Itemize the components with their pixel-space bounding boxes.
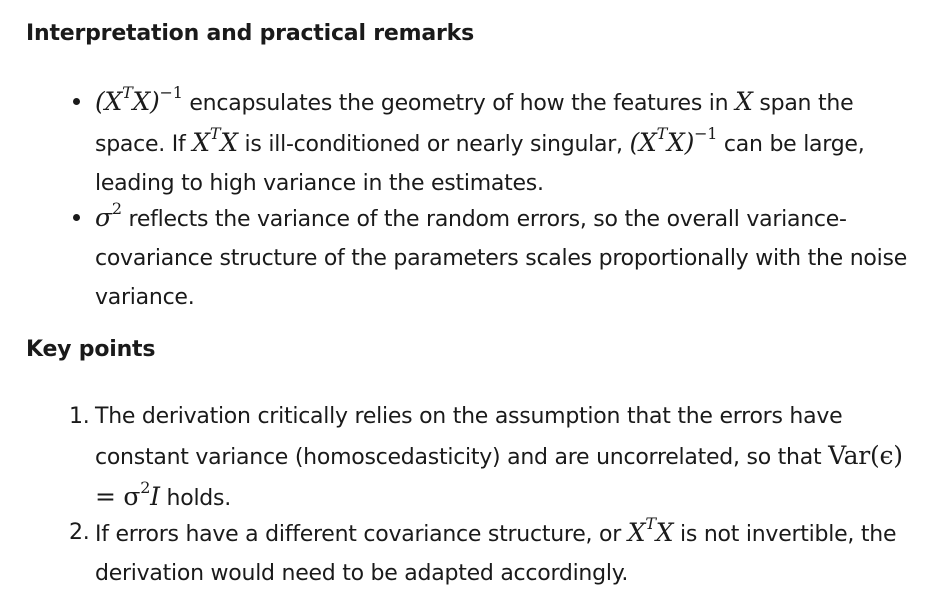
- bullet-item: [95, 82, 919, 203]
- bullet-text: reflects the variance of the random errors, so the overall variance-covariance structure of the parameters scales proportionally with the noise variance.: [95, 207, 907, 310]
- list-number: 2.: [69, 520, 90, 545]
- section-heading-interpretation: Interpretation and practical remarks: [26, 21, 474, 46]
- list-number: 1.: [69, 404, 90, 429]
- math-xtx: $X^TX$: [192, 123, 238, 157]
- math-xtx-inverse: $(X^TX)^{-1}$: [95, 82, 183, 116]
- math-var-epsilon: $Var(\epsilon) = \sigma^2I$: [95, 441, 903, 511]
- section-heading-key-points: Key points: [26, 337, 156, 362]
- math-xtx: $X^TX$: [627, 513, 674, 547]
- math-x: X: [735, 87, 753, 116]
- bullet-marker: [73, 214, 80, 221]
- bullet-text: encapsulates the geometry of how the features in: [182, 91, 736, 116]
- math-xtx-inverse: $(X^TX)^{-1}$: [629, 123, 718, 157]
- math-sigma-squared: $\sigma^2$: [95, 198, 122, 232]
- numbered-item: [69, 513, 919, 593]
- bullet-item: [95, 198, 919, 317]
- bullet-text: is ill-conditioned or nearly singular,: [237, 132, 630, 157]
- bullet-text: can be large, leading to high variance in the estimates.: [95, 132, 865, 196]
- bullet-text: span the space. If: [95, 91, 854, 157]
- item-text: holds.: [159, 486, 231, 511]
- item-text: is not invertible, the derivation would need to be adapted accordingly.: [95, 522, 897, 586]
- numbered-item: [69, 397, 919, 518]
- bullet-marker: [73, 98, 80, 105]
- item-text: If errors have a different covariance structure, or: [95, 522, 628, 547]
- item-text: The derivation critically relies on the assumption that the errors have constant variance (homoscedasticity) and are uncorrelated, so that: [95, 404, 843, 470]
